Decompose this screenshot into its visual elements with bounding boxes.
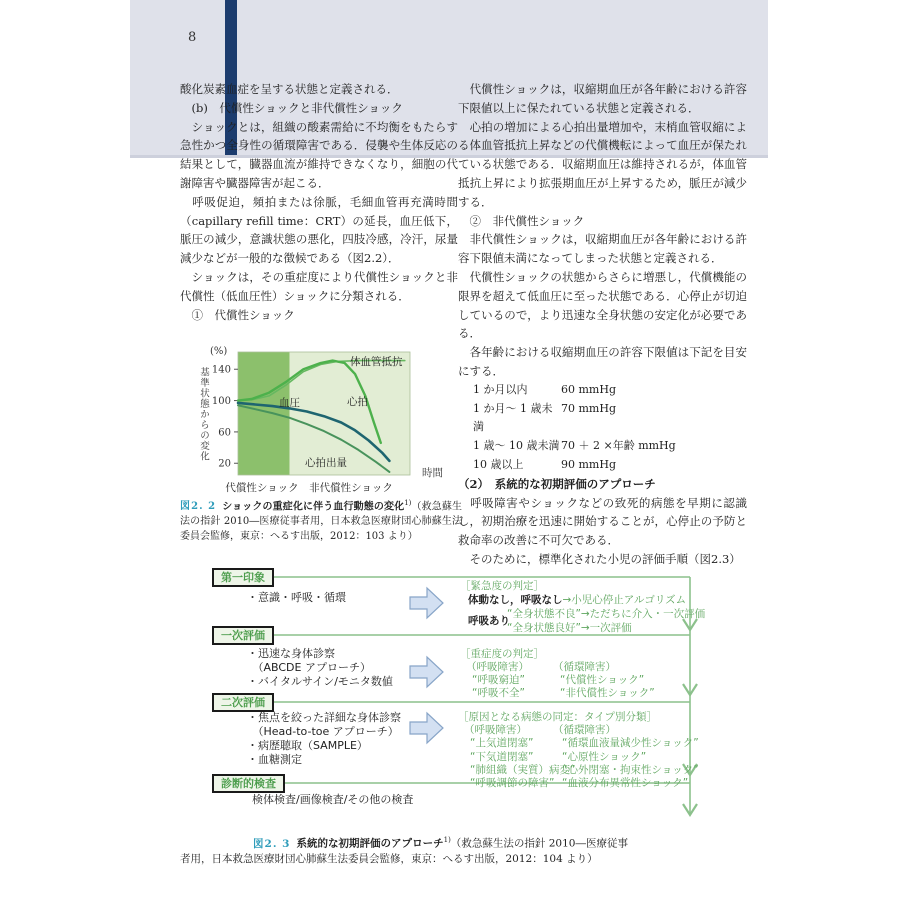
region-label-compensated: 代償性ショック <box>225 482 299 494</box>
block-arrow-icon <box>410 588 443 743</box>
category-header: （循環障害） <box>553 724 616 736</box>
paragraph: 各年齢における収縮期血圧の許容下限値は下記を目安にする． <box>458 345 747 378</box>
flow-bullet: 検体検査/画像検査/その他の検査 <box>252 793 414 806</box>
bp-age: 1 か月～ 1 歳未満 <box>473 401 553 434</box>
flow-bullet: ・意識・呼吸・循環 <box>247 591 346 604</box>
y-axis-label: 基準状態からの変化 <box>198 367 209 462</box>
figure-2-2-caption <box>180 496 462 545</box>
bp-age: 10 歳以上 <box>473 457 524 471</box>
category-header: （呼吸障害） <box>466 661 529 673</box>
left-text-column <box>180 80 458 324</box>
paragraph: 非代償性ショックは，収縮期血圧が各年齢における許容下限値未満になってしまった状態と定義される． <box>458 232 747 266</box>
table-row <box>458 456 747 475</box>
condition-text: 呼吸あり <box>468 615 510 627</box>
bp-age: 1 か月以内 <box>473 382 528 396</box>
category-header: （呼吸障害） <box>464 724 527 736</box>
action-text: “全身状態不良”→ただちに介入・一次評価 <box>507 608 706 620</box>
panel-title: ［緊急度の判定］ <box>460 580 544 592</box>
figure-source: （救急蘇生法の指針 2010―医療従事者用，日本救急医療財団心肺蘇生法委員会監修，東京：へるす出版，2012：103 より） <box>180 501 462 542</box>
flow-stage-first-impression: 第一印象 <box>212 568 274 587</box>
list-item-2: ② 非代償性ショック <box>458 213 585 228</box>
figure-tag: 図2. 2 <box>180 501 217 513</box>
panel-line <box>468 592 686 607</box>
paragraph: そのために，標準化された小児の評価手順（図2.3） <box>458 551 741 566</box>
category-item: “心外閉塞・拘束性ショック” <box>562 764 699 776</box>
flow-stage-primary-assessment: 一次評価 <box>212 626 274 645</box>
chart-plot <box>195 345 450 497</box>
bp-value: 70 mmHg <box>561 401 616 415</box>
series-label-svr: 体血管抵抗 <box>350 356 403 368</box>
figure-tag: 図2. 3 <box>253 837 291 850</box>
right-text-column <box>458 80 747 569</box>
paragraph: ショックとは，組織の酸素需給に不均衡をもたらす急性かつ全身性の循環障害である．侵襲や生体反応の結果として，臓器血流が維持できなくなり，細胞の代謝障害や臓器障害が起こる． <box>180 119 458 190</box>
paragraph: 酸化炭素血症を呈する状態と定義される． <box>180 82 399 96</box>
category-item: “下気道閉塞” <box>470 751 534 763</box>
figure-title: ショックの重症化に伴う血行動態の変化 <box>222 501 405 513</box>
category-item: “呼吸不全” <box>472 687 525 699</box>
category-item: “上気道閉塞” <box>470 737 534 749</box>
paragraph: 心拍の増加による心拍出量増加や，末梢血管収縮による体血管抵抗上昇などの代償機転によって血圧が保たれている状態である．収縮期血圧は維持されるが，体血管抵抗上昇により拡張期血圧が上昇するため，脈圧が減少する． <box>458 119 747 209</box>
bp-value: 60 mmHg <box>561 382 616 396</box>
series-label-cardiac-output: 心拍出量 <box>305 457 347 469</box>
panel-title: ［重症度の判定］ <box>460 648 544 660</box>
bp-value: 70 ＋ 2 ×年齢 mmHg <box>561 439 676 453</box>
bp-value: 90 mmHg <box>561 457 616 471</box>
paragraph: 呼吸促迫，頻拍または徐脈，毛細血管再充満時間（capillary refill time：CRT）の延長，血圧低下，脈圧の減少，意識状態の悪化，四肢冷感，冷汗，尿量減少などが一般的な徴候である（図2.2）． <box>180 194 458 266</box>
page-number: 8 <box>188 30 197 45</box>
list-item-1: ① 代償性ショック <box>180 307 295 322</box>
svg-text:60: 60 <box>218 427 231 439</box>
flow-bullet: ・バイタルサイン/モニタ数値 <box>247 675 393 688</box>
flow-bullet: ・病歴聴取（SAMPLE） <box>247 739 368 752</box>
flow-bullet: ・迅速な身体診察 <box>247 647 335 660</box>
svg-text:140: 140 <box>211 364 231 376</box>
figure-source: （救急蘇生法の指針 2010―医療従事者用，日本救急医療財団心肺蘇生法委員会監修，東京：へるす出版，2012：104 より） <box>180 837 629 865</box>
flow-stage-diagnostic-tests: 診断的検査 <box>212 774 285 793</box>
paragraph: ショックは，その重症度により代償性ショックと非代償性（低血圧性）ショックに分類される． <box>180 269 458 303</box>
flow-bullet: ・焦点を絞った詳細な身体診察 <box>247 711 401 724</box>
svg-text:100: 100 <box>211 396 231 408</box>
category-item: “非代償性ショック” <box>560 687 655 699</box>
category-item: “呼吸窮迫” <box>472 674 525 686</box>
category-item: “呼吸調節の障害” <box>470 777 555 789</box>
flow-bullet: （Head-to-toe アプローチ） <box>247 725 399 738</box>
table-row <box>458 381 747 400</box>
table-row <box>458 400 747 438</box>
x-axis-label: 時間 <box>422 467 443 479</box>
category-item: “心原性ショック” <box>562 751 647 763</box>
action-text: →小児心停止アルゴリズム <box>562 594 687 606</box>
figure-2-3-caption <box>180 833 628 868</box>
bp-threshold-table <box>458 381 747 475</box>
flow-stage-secondary-assessment: 二次評価 <box>212 693 274 712</box>
paragraph: 代償性ショックの状態からさらに増悪し，代償機能の限界を超えて低血圧に至った状態である．心停止が切迫しているので，より迅速な全身状態の安定化が必要である． <box>458 269 747 341</box>
category-item: “血液分布異常性ショック” <box>562 777 689 789</box>
panel-title: ［原因となる病態の同定：タイプ別分類］ <box>458 711 657 723</box>
paragraph: 呼吸障害やショックなどの致死的病態を早期に認識し，初期治療を迅速に開始することが，心停止の予防と救命率の改善に不可欠である． <box>458 495 747 548</box>
series-label-blood-pressure: 血圧 <box>279 397 300 409</box>
category-item: “肺組織（実質）病変” <box>470 764 576 776</box>
reference-mark: 1) <box>404 499 412 507</box>
svg-text:20: 20 <box>218 458 231 470</box>
category-header: （循環障害） <box>553 661 616 673</box>
figure-title: 系統的な初期評価のアプローチ <box>296 837 444 850</box>
category-item: “循環血液量減少性ショック” <box>562 737 699 749</box>
section-heading-2: （2） 系統的な初期評価のアプローチ <box>458 476 656 491</box>
evaluation-flowchart <box>170 565 710 827</box>
region-label-decompensated: 非代償性ショック <box>309 482 393 494</box>
paragraph: 代償性ショックは，収縮期血圧が各年齢における許容下限値以上に保たれている状態と定義される． <box>458 82 747 115</box>
condition-text: 体動なし，呼吸なし <box>468 594 563 606</box>
bp-age: 1 歳～ 10 歳未満 <box>473 439 560 453</box>
hemodynamics-chart <box>195 345 450 497</box>
table-row <box>458 437 747 456</box>
series-label-heart-rate: 心拍 <box>347 396 368 408</box>
action-text: “全身状態良好”→一次評価 <box>507 622 632 634</box>
subheading-b: (b) 代償性ショックと非代償性ショック <box>180 100 403 115</box>
flow-bullet: （ABCDE アプローチ） <box>247 661 371 674</box>
reference-mark: 1) <box>443 836 451 844</box>
flow-bullet: ・血糖測定 <box>247 753 302 766</box>
y-axis-unit: (%) <box>210 346 228 357</box>
category-item: “代償性ショック” <box>560 674 645 686</box>
